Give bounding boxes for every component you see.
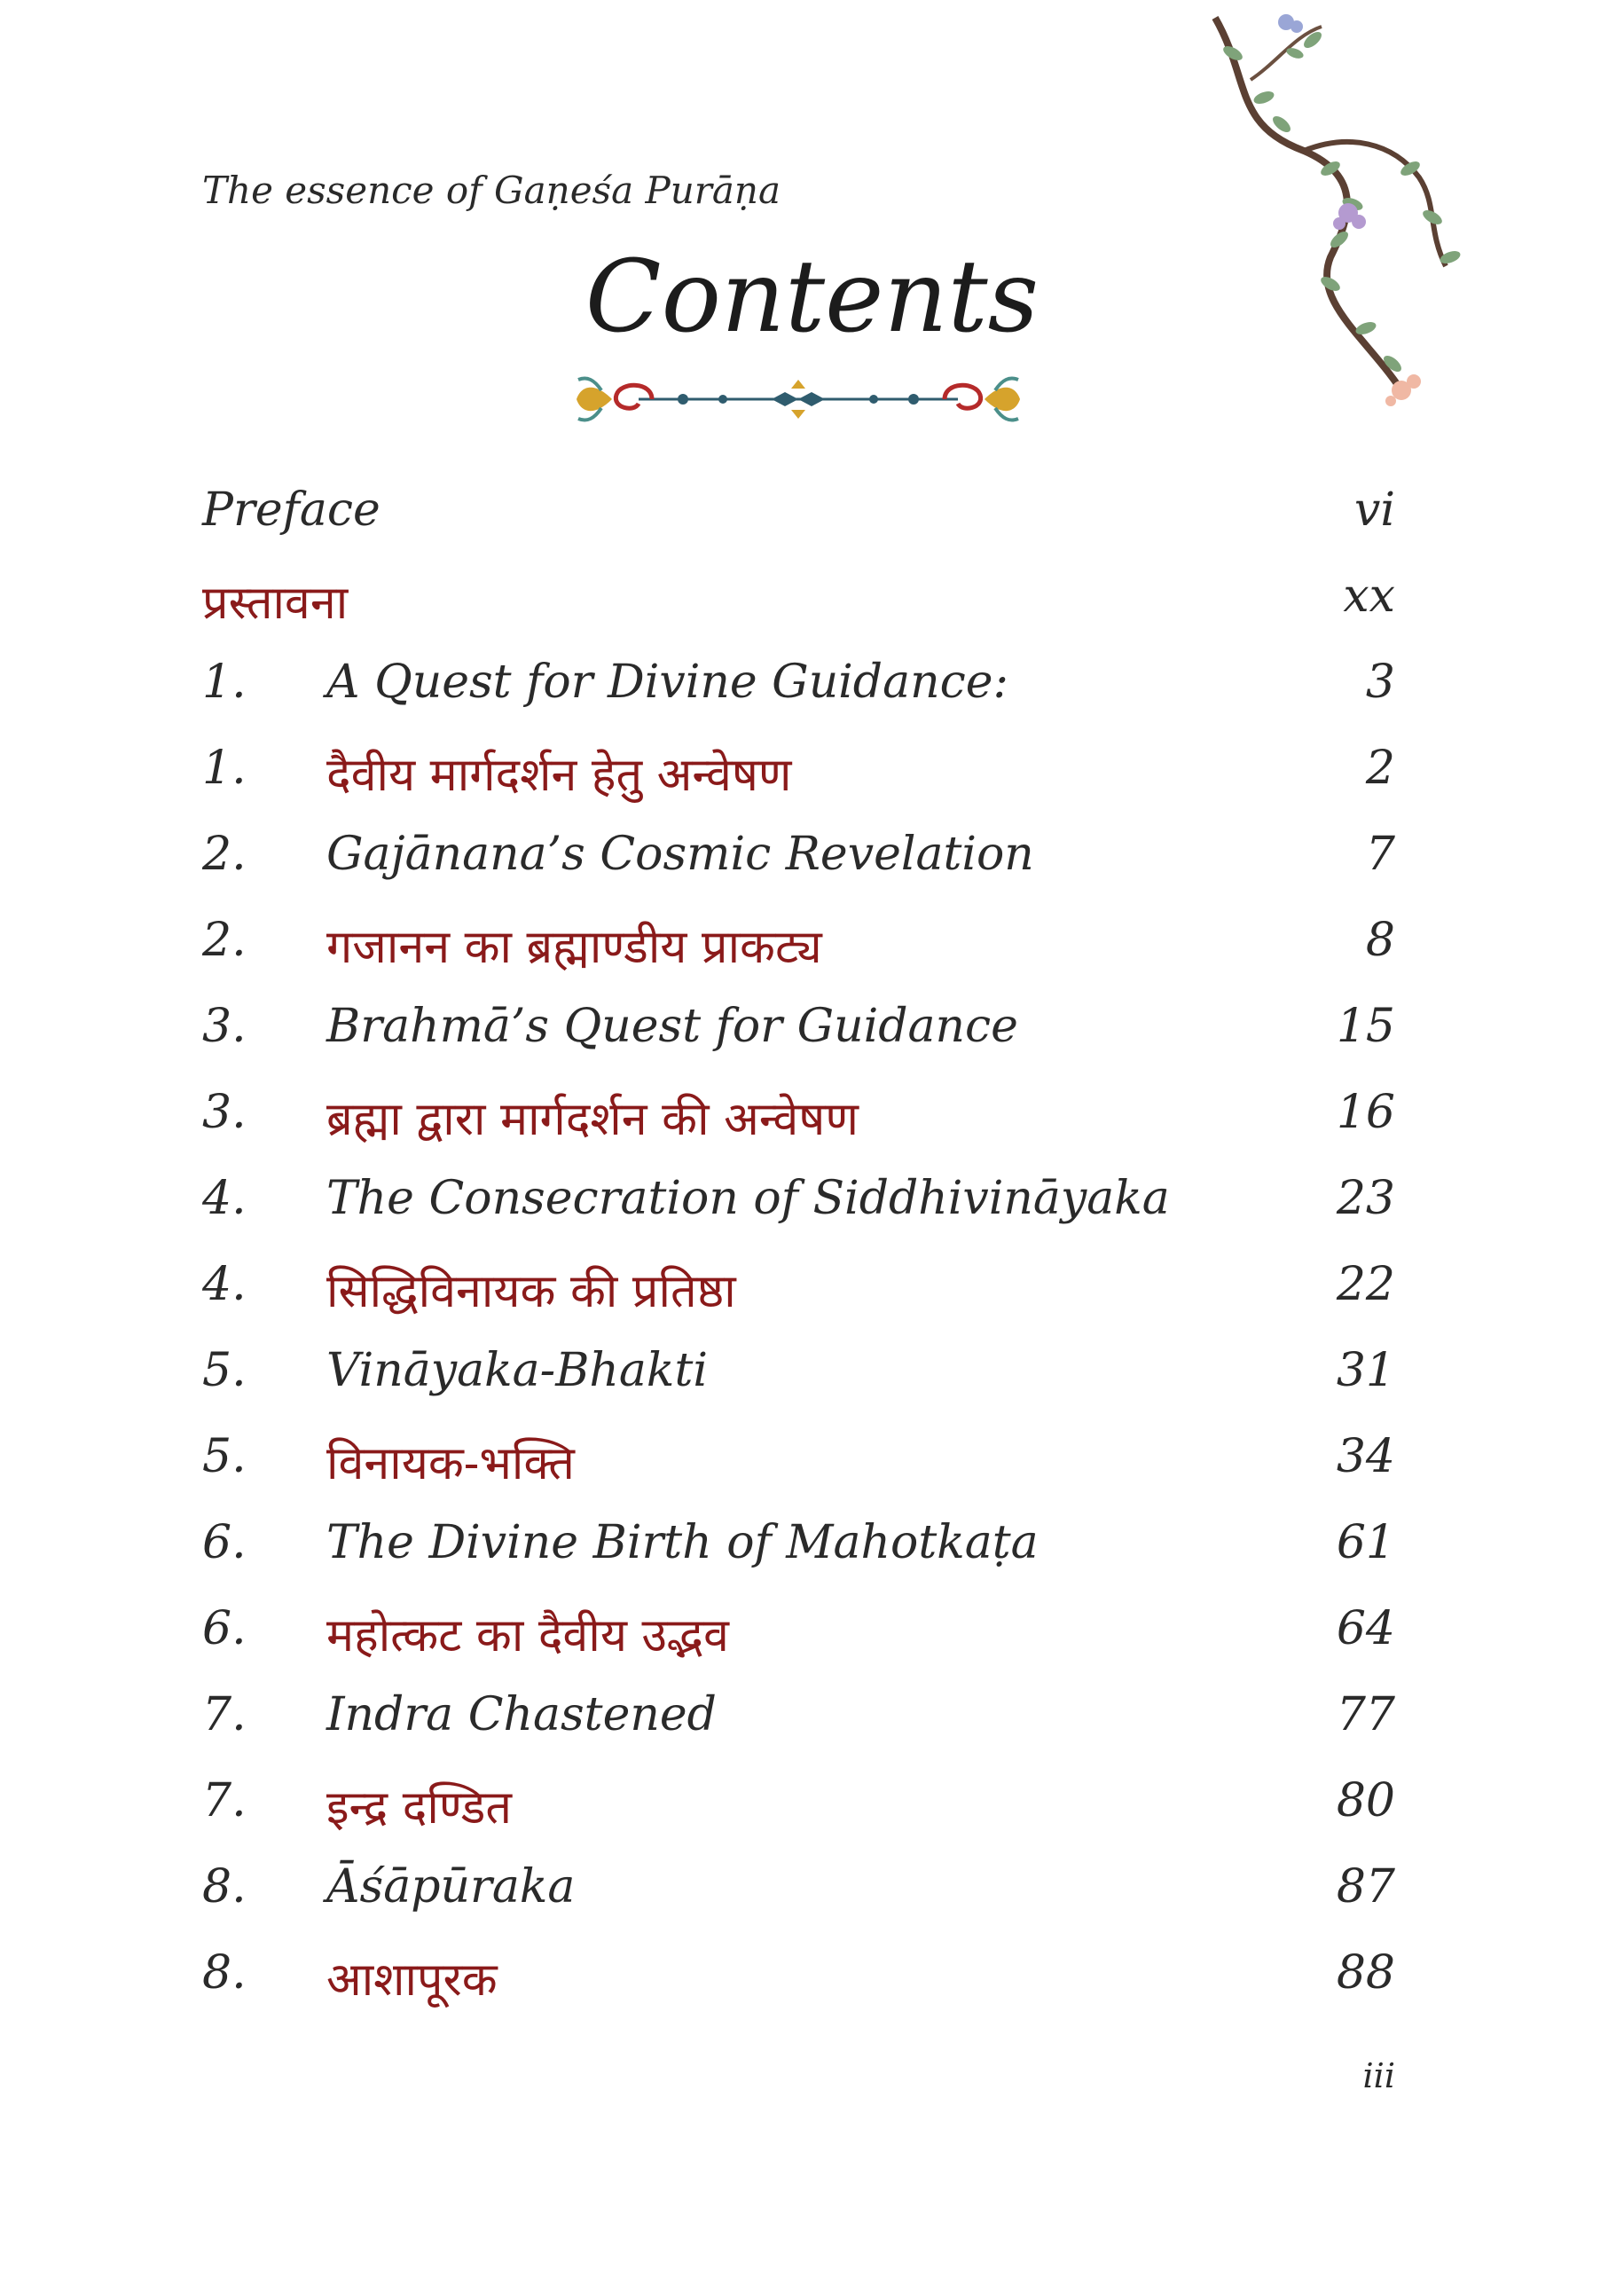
toc-entry[interactable] (202, 1507, 1395, 1593)
toc-entry-page: 22 (1336, 1258, 1395, 1311)
toc-entry-number: 2. (202, 914, 247, 967)
toc-entry[interactable] (202, 1765, 1395, 1851)
toc-entry[interactable] (202, 1851, 1395, 1937)
toc-entry-number: 6. (202, 1602, 247, 1655)
toc-entry-title: विनायक-भक्ति (326, 1437, 575, 1490)
toc-entry-number: 5. (202, 1430, 247, 1483)
toc-entry-number: 5. (202, 1344, 247, 1397)
toc-entry[interactable] (202, 1593, 1395, 1679)
toc-entry-title: A Quest for Divine Guidance: (326, 656, 1009, 709)
toc-entry-title: महोत्कट का दैवीय उद्भव (326, 1609, 729, 1662)
toc-entry-page: xx (1343, 570, 1395, 623)
toc-entry-title: Indra Chastened (326, 1688, 717, 1741)
toc-entry-title: गजानन का ब्रह्माण्डीय प्राकट्य (326, 921, 822, 974)
title-ornament (568, 364, 1029, 435)
toc-entry[interactable] (202, 1679, 1395, 1765)
toc-entry[interactable] (202, 1077, 1395, 1163)
toc-entry-page: 61 (1336, 1516, 1395, 1569)
toc-entry[interactable] (202, 1421, 1395, 1507)
toc-entry-title: Gajānana’s Cosmic Revelation (326, 828, 1034, 881)
toc-entry-page: 2 (1365, 742, 1395, 795)
toc-entry-number: 1. (202, 742, 247, 795)
toc-entry-page: 3 (1365, 656, 1395, 709)
table-of-contents (202, 475, 1395, 2023)
toc-entry-number: 8. (202, 1860, 247, 1913)
toc-entry-page: 34 (1336, 1430, 1395, 1483)
toc-entry-page: 8 (1365, 914, 1395, 967)
toc-entry-number: 4. (202, 1172, 247, 1225)
toc-entry[interactable] (202, 561, 1395, 647)
toc-entry[interactable] (202, 733, 1395, 819)
running-head: The essence of Gaṇeśa Purāṇa (202, 169, 781, 212)
toc-entry-page: 77 (1336, 1688, 1395, 1741)
toc-entry-title: सिद्धिविनायक की प्रतिष्ठा (326, 1265, 736, 1318)
toc-entry-page: vi (1353, 483, 1395, 537)
toc-entry-page: 16 (1336, 1086, 1395, 1139)
toc-entry-page: 15 (1336, 1000, 1395, 1053)
toc-entry-page: 31 (1336, 1344, 1395, 1397)
toc-entry-title: दैवीय मार्गदर्शन हेतु अन्वेषण (326, 749, 792, 802)
toc-entry-title: Brahmā’s Quest for Guidance (326, 1000, 1018, 1053)
toc-entry-number: 8. (202, 1946, 247, 2000)
toc-entry-page: 7 (1365, 828, 1395, 881)
page-title: Contents (584, 240, 1040, 355)
toc-entry-title: इन्द्र दण्डित (326, 1781, 512, 1835)
toc-entry[interactable] (202, 1937, 1395, 2023)
toc-entry-title: Preface (202, 483, 381, 537)
toc-entry-number: 1. (202, 656, 247, 709)
toc-entry-number: 7. (202, 1688, 247, 1741)
toc-entry-page: 87 (1336, 1860, 1395, 1913)
toc-entry-title: ब्रह्मा द्वारा मार्गदर्शन की अन्वेषण (326, 1093, 859, 1146)
toc-entry-page: 88 (1336, 1946, 1395, 2000)
toc-entry-page: 80 (1336, 1774, 1395, 1827)
toc-entry[interactable] (202, 1163, 1395, 1249)
toc-entry[interactable] (202, 1335, 1395, 1421)
toc-entry-page: 23 (1336, 1172, 1395, 1225)
toc-entry[interactable] (202, 475, 1395, 561)
toc-entry-number: 2. (202, 828, 247, 881)
toc-entry-title: The Divine Birth of Mahotkaṭa (326, 1516, 1039, 1569)
toc-entry-number: 7. (202, 1774, 247, 1827)
toc-entry-title: आशापूरक (326, 1953, 498, 2007)
toc-entry-number: 3. (202, 1086, 247, 1139)
toc-entry-title: प्रस्तावना (202, 577, 349, 630)
toc-entry-number: 4. (202, 1258, 247, 1311)
toc-entry-title: The Consecration of Siddhivināyaka (326, 1172, 1170, 1225)
toc-entry-page: 64 (1336, 1602, 1395, 1655)
toc-entry-title: Vināyaka-Bhakti (326, 1344, 708, 1397)
toc-entry-title: Āśāpūraka (326, 1860, 576, 1913)
toc-entry[interactable] (202, 819, 1395, 905)
page-number: iii (1362, 2056, 1395, 2095)
toc-entry[interactable] (202, 905, 1395, 991)
toc-entry-number: 3. (202, 1000, 247, 1053)
toc-entry-number: 6. (202, 1516, 247, 1569)
toc-entry[interactable] (202, 647, 1395, 733)
toc-entry[interactable] (202, 1249, 1395, 1335)
toc-entry[interactable] (202, 991, 1395, 1077)
